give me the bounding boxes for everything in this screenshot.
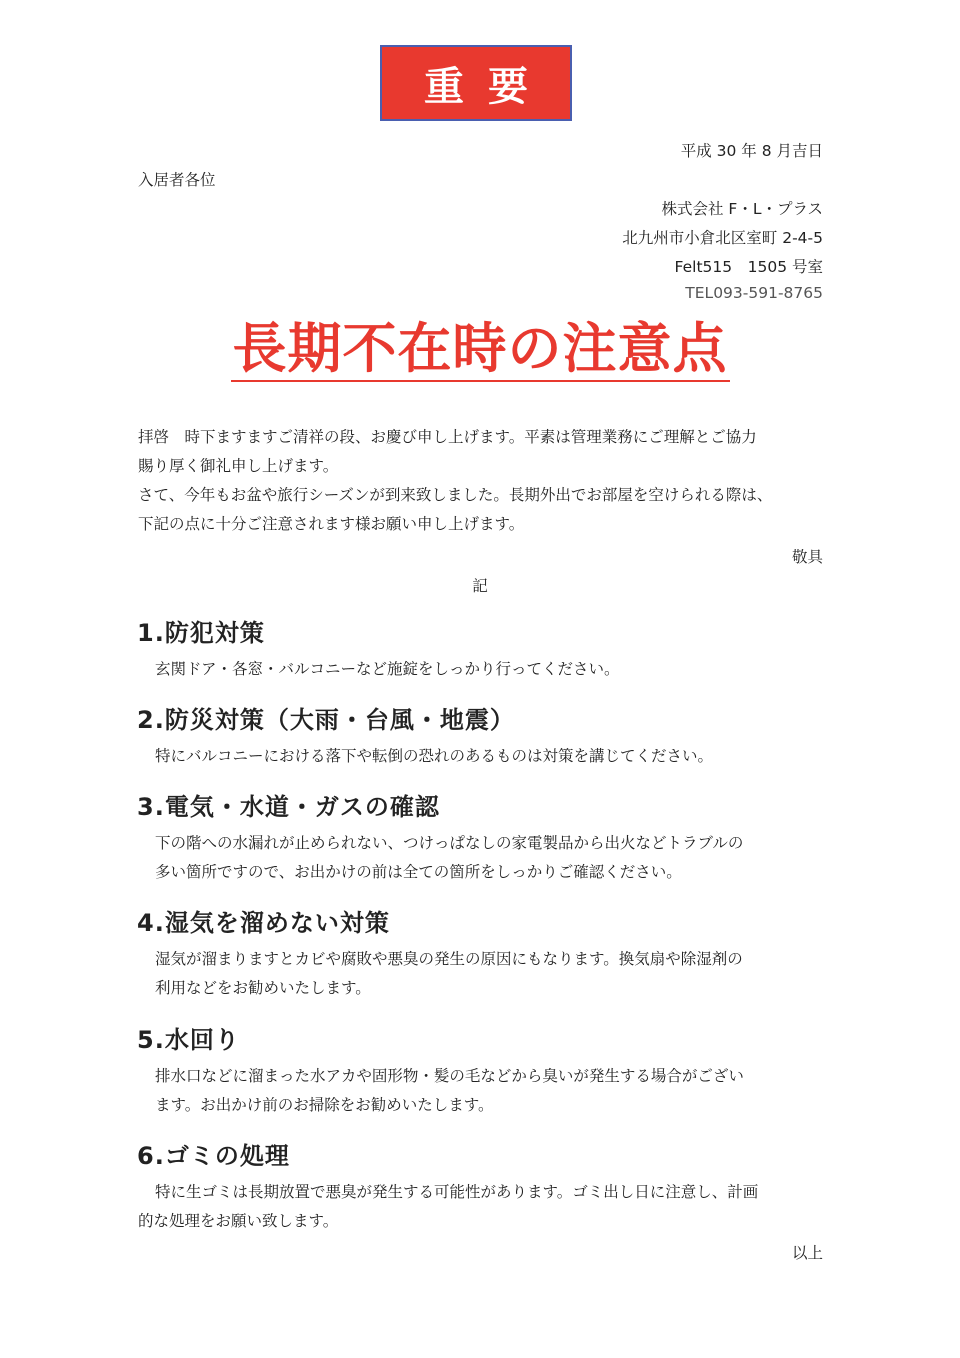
section-line: 特にバルコニーにおける落下や転倒の恐れのあるものは対策を講じてください。 xyxy=(155,747,714,765)
page-title-wrap xyxy=(0,318,960,382)
issue-date: 平成 30 年 8 月吉日 xyxy=(680,142,823,160)
company-address: 北九州市小倉北区室町 2-4-5 xyxy=(622,229,823,247)
section-line: 特に生ゴミは長期放置で悪臭が発生する可能性があります。ゴミ出し日に注意し、計画 xyxy=(155,1183,759,1201)
section-line: 下の階への水漏れが止められない、つけっぱなしの家電製品から出火などトラブルの xyxy=(155,834,744,852)
section-title: 6.ゴミの処理 xyxy=(137,1142,290,1170)
section-line: 利用などをお勧めいたします。 xyxy=(155,979,371,997)
section-line: 玄関ドア・各窓・バルコニーなど施錠をしっかり行ってください。 xyxy=(155,660,620,678)
company-building: Felt515 1505 号室 xyxy=(674,258,823,276)
intro-paragraph xyxy=(138,423,828,539)
section-title: 4.湿気を溜めない対策 xyxy=(137,909,390,937)
important-label: 重要 xyxy=(424,63,552,110)
company-name: 株式会社 F・L・プラス xyxy=(661,200,823,218)
closing-keigu: 敬具 xyxy=(791,548,823,566)
section-title: 3.電気・水道・ガスの確認 xyxy=(137,793,440,821)
page-title: 長期不在時の注意点 xyxy=(232,317,728,380)
section-line: 湿気が溜まりますとカビや腐敗や悪臭の発生の原因にもなります。換気扇や除湿剤の xyxy=(155,950,743,968)
section-title: 5.水回り xyxy=(137,1026,240,1054)
section-body xyxy=(155,742,835,771)
intro-line: 拝啓 時下ますますご清祥の段、お慶び申し上げます。平素は管理業務にご理解とご協力 xyxy=(138,428,757,446)
section-line: 多い箇所ですので、お出かけの前は全ての箇所をしっかりご確認ください。 xyxy=(155,863,682,881)
end-marker: 以上 xyxy=(791,1244,823,1262)
section-line: 排水口などに溜まった水アカや固形物・髪の毛などから臭いが発生する場合がござい xyxy=(155,1067,744,1085)
section-line: 的な処理をお願い致します。 xyxy=(138,1212,339,1230)
section-line: ます。お出かけ前のお掃除をお勧めいたします。 xyxy=(155,1096,494,1114)
section-title: 2.防災対策（大雨・台風・地震） xyxy=(137,706,515,734)
section-body xyxy=(155,655,835,684)
intro-line: 賜り厚く御礼申し上げます。 xyxy=(138,457,339,475)
company-tel: TEL093-591-8765 xyxy=(685,284,823,302)
important-badge xyxy=(380,45,572,121)
ki-marker: 記 xyxy=(472,577,488,595)
intro-line: 下記の点に十分ご注意されます様お願い申し上げます。 xyxy=(138,515,525,533)
section-body xyxy=(155,945,835,1003)
section-body xyxy=(155,829,835,887)
section-title: 1.防犯対策 xyxy=(137,619,265,647)
section-body xyxy=(155,1062,835,1120)
recipient: 入居者各位 xyxy=(138,171,216,189)
intro-line: さて、今年もお盆や旅行シーズンが到来致しました。長期外出でお部屋を空けられる際は、 xyxy=(138,486,773,504)
section-body xyxy=(138,1178,828,1236)
